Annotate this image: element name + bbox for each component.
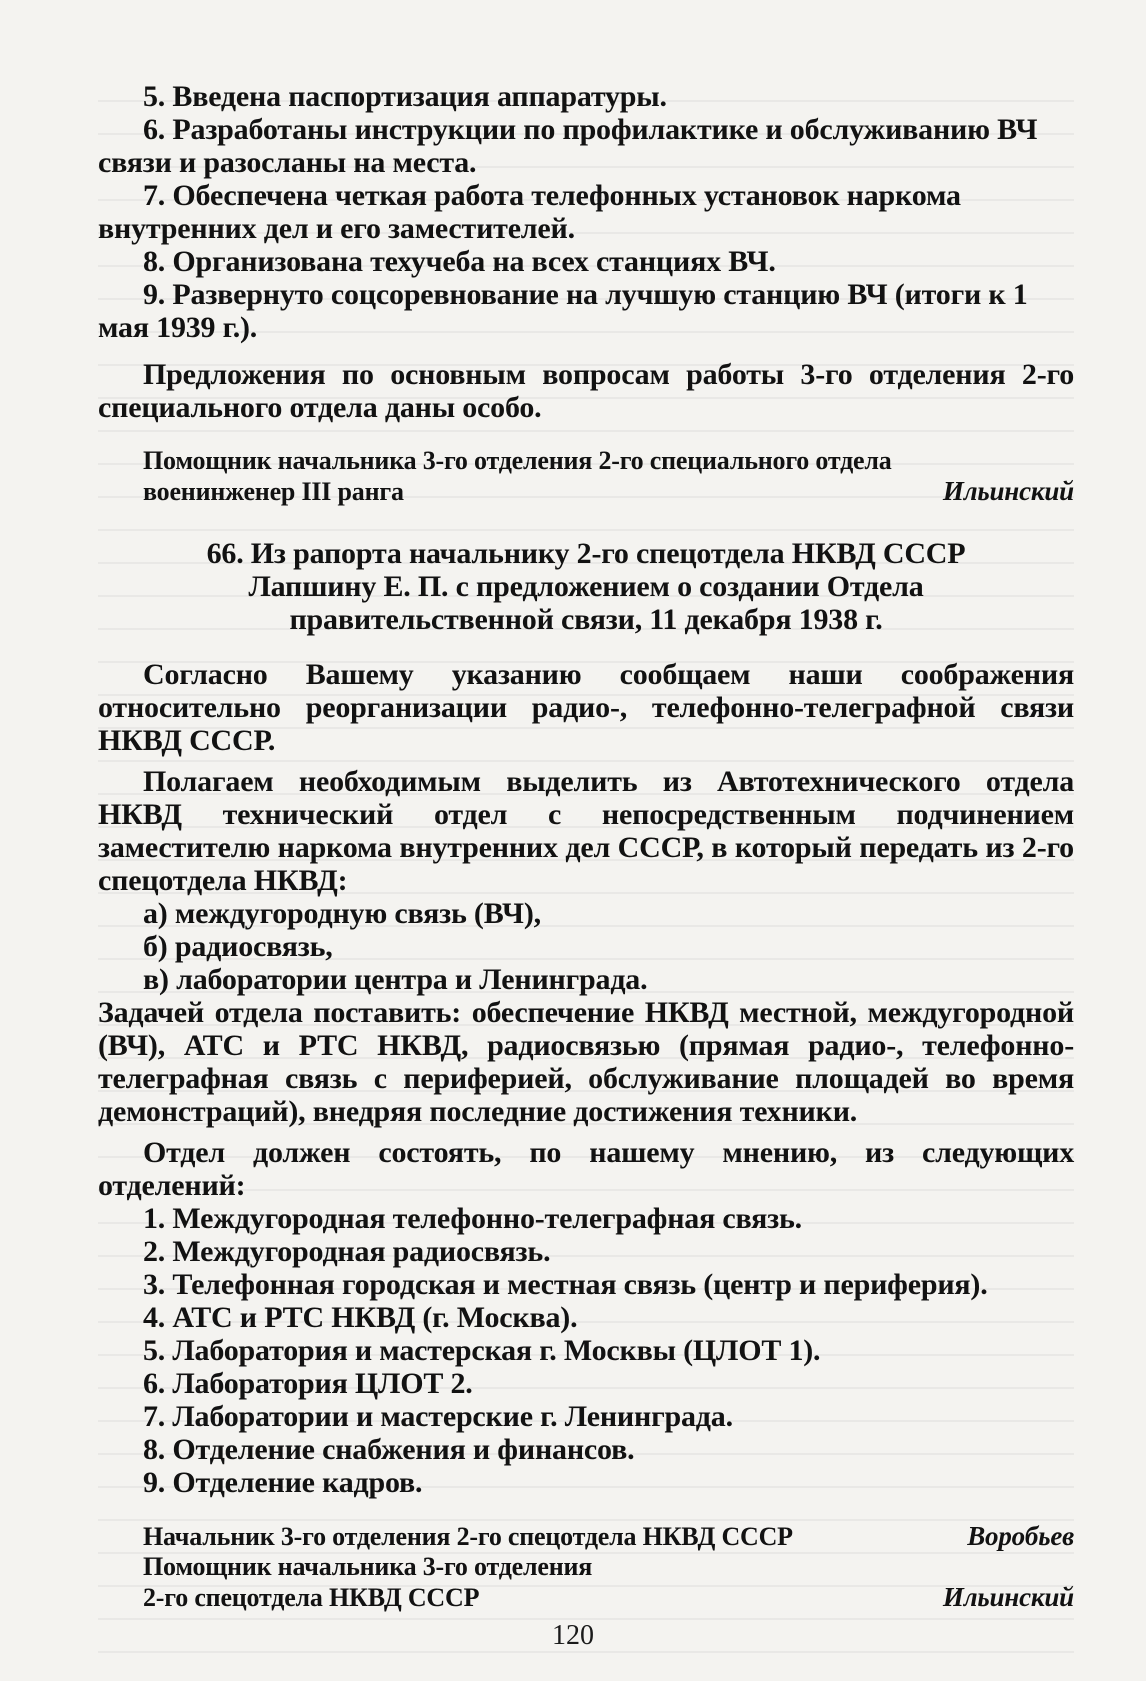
list-item: 2. Междугородная радиосвязь.: [143, 1235, 551, 1268]
body-paragraph: Согласно Вашему указанию сообщаем наши соображения относительно реорганизации радио-, телефонно-телеграфной связи НКВД СССР.: [98, 658, 1074, 757]
list-item: 7. Обеспечена четкая работа телефонных установок наркома внутренних дел и его заместителей.: [98, 179, 961, 245]
page-number: 120: [552, 1620, 594, 1651]
list-item: 3. Телефонная городская и местная связь (центр и периферия).: [143, 1268, 988, 1301]
status-list: [98, 80, 1074, 344]
signature-line: [98, 1521, 1074, 1552]
list-item: 9. Развернуто соцсоревнование на лучшую станцию ВЧ (итоги к 1 мая 1939 г.).: [98, 278, 1028, 344]
list-item: 6. Лаборатория ЦЛОТ 2.: [143, 1367, 473, 1400]
heading-line: Лапшину Е. П. с предложением о создании Отдела: [248, 570, 924, 603]
proposals-paragraph: Предложения по основным вопросам работы 3-го отделения 2-го специального отдела даны особо.: [98, 358, 1074, 424]
signatory-name: Ильинский: [942, 1582, 1074, 1612]
section-heading: [98, 537, 1074, 636]
list-item: 8. Организована техучеба на всех станциях ВЧ.: [143, 245, 776, 278]
departments-list: [98, 1202, 1074, 1499]
list-item: 5. Лаборатория и мастерская г. Москвы (ЦЛОТ 1).: [143, 1334, 821, 1367]
list-item: 9. Отделение кадров.: [143, 1466, 423, 1499]
list-item: 8. Отделение снабжения и финансов.: [143, 1433, 635, 1466]
task-paragraph: Задачей отдела поставить: обеспечение НКВД местной, междугородной (ВЧ), АТС и РТС НКВД, радиосвязью (прямая радио-, телефонно-телеграфная связь с периферией, обслуживание площадей во время демонстраций), внедряя последние достижения техники.: [98, 996, 1074, 1128]
signature-title: Помощник начальника 3-го отделения 2-го специального отдела: [143, 446, 892, 475]
list-item: 6. Разработаны инструкции по профилактике и обслуживанию ВЧ связи и разосланы на места.: [98, 113, 1038, 179]
transfer-list: [98, 897, 1074, 996]
signature-rank: военинженер III ранга: [143, 477, 404, 506]
list-item: 4. АТС и РТС НКВД (г. Москва).: [143, 1301, 578, 1334]
signatory-name: Ильинский: [942, 476, 1074, 506]
heading-line: 66. Из рапорта начальнику 2-го спецотдела НКВД СССР: [206, 537, 966, 570]
list-item: б) радиосвязь,: [143, 930, 333, 963]
signatory-name: Воробьев: [967, 1521, 1074, 1551]
heading-line: правительственной связи, 11 декабря 1938 г.: [289, 603, 883, 636]
list-item: 7. Лаборатории и мастерские г. Ленинграда.: [143, 1400, 733, 1433]
signature-title-line: [98, 446, 1074, 476]
signature-rank-line: [98, 476, 1074, 507]
list-item: в) лаборатории центра и Ленинграда.: [143, 963, 648, 996]
signature-title: Помощник начальника 3-го отделения: [143, 1552, 593, 1581]
signature-block-1: [98, 446, 1074, 507]
signature-title: 2-го спецотдела НКВД СССР: [143, 1583, 480, 1612]
signature-line: [98, 1582, 1074, 1613]
body-paragraph: Полагаем необходимым выделить из Автотехнического отдела НКВД технический отдел с непосредственным подчинением заместителю наркома внутренних дел СССР, в который передать из 2-го спецотдела НКВД:: [98, 765, 1074, 897]
list-item: а) междугородную связь (ВЧ),: [143, 897, 541, 930]
body-paragraph: Отдел должен состоять, по нашему мнению, из следующих отделений:: [98, 1136, 1074, 1202]
list-item: 1. Междугородная телефонно-телеграфная связь.: [143, 1202, 802, 1235]
signature-line: [98, 1552, 1074, 1582]
list-item: 5. Введена паспортизация аппаратуры.: [143, 80, 667, 113]
document-page: [98, 80, 1074, 1613]
signature-title: Начальник 3-го отделения 2-го спецотдела НКВД СССР: [143, 1522, 793, 1551]
signature-block-2: [98, 1521, 1074, 1613]
